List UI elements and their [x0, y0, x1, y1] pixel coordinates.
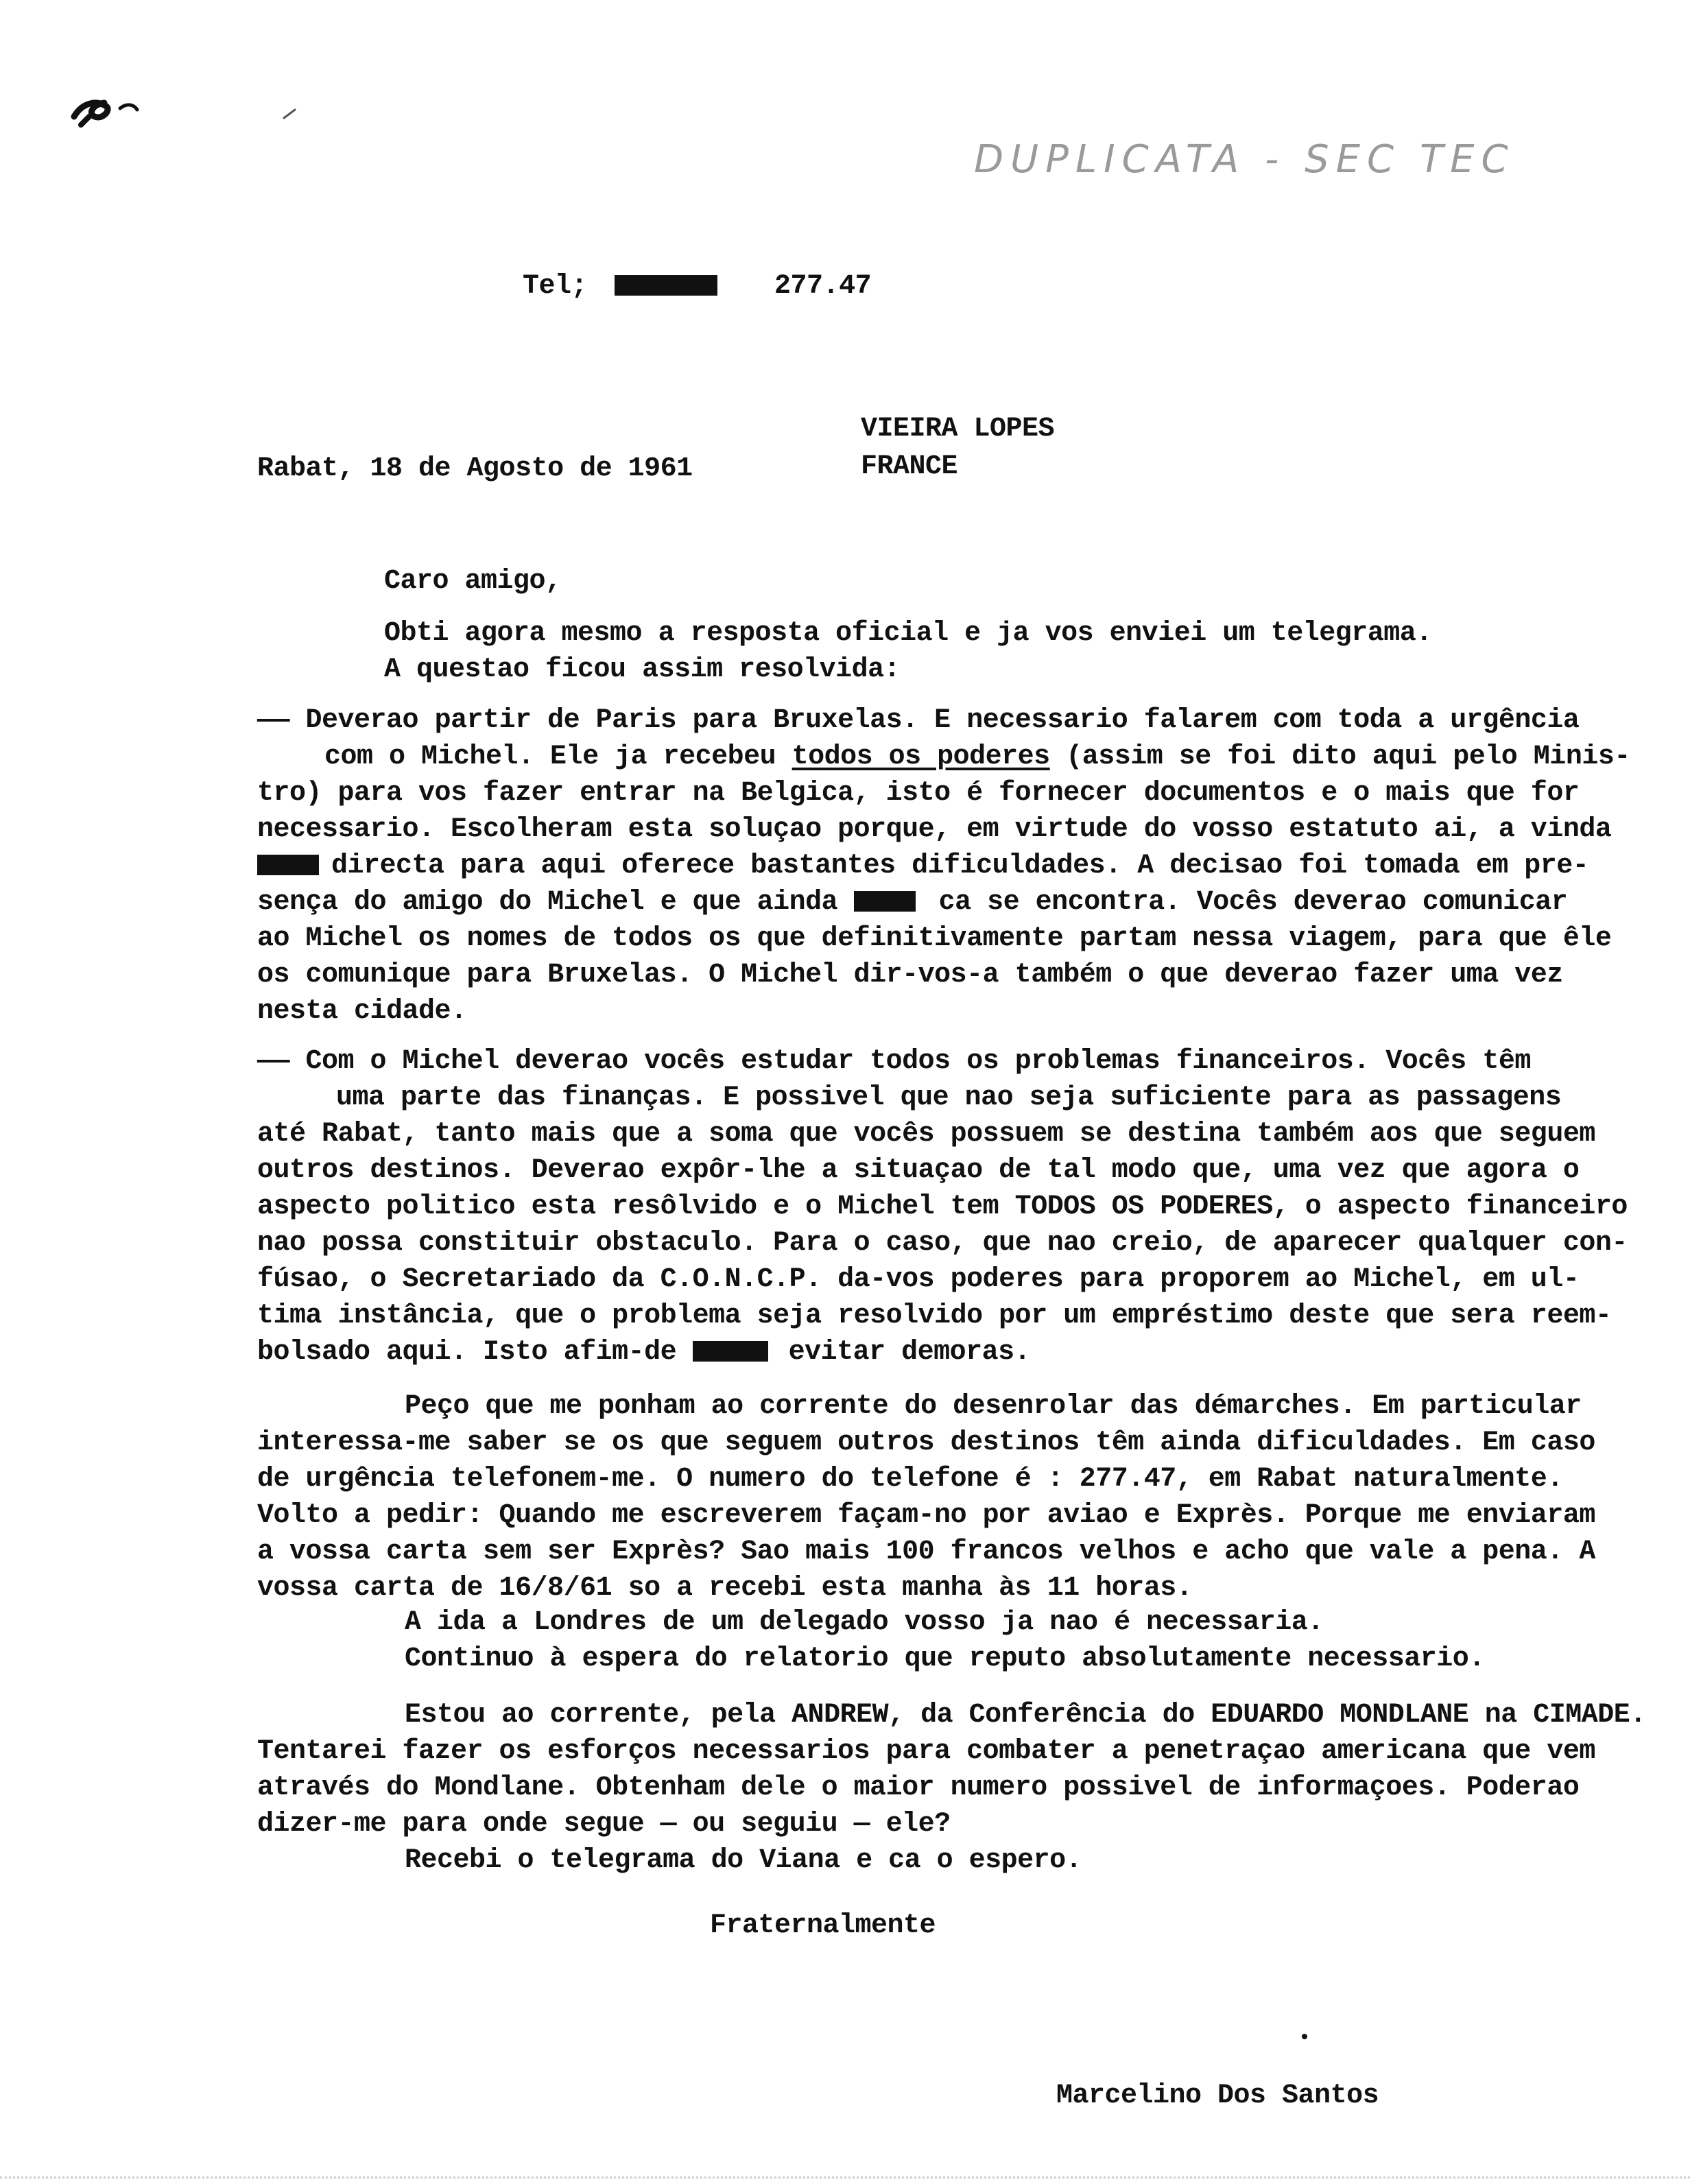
text-line: Tentarei fazer os esforços necessarios para combater a penetraçao americana que vem: [257, 1736, 1595, 1767]
place-date: Rabat, 18 de Agosto de 1961: [257, 453, 693, 484]
telephone-line: [523, 269, 871, 305]
text-line: nao possa constituir obstaculo. Para o caso, que nao creio, de aparecer qualquer con-: [257, 1228, 1628, 1259]
text-line: (assim se foi dito aqui pelo Minis-: [1049, 741, 1630, 772]
intro-paragraph: [384, 616, 1432, 689]
stray-mark-icon: [280, 103, 300, 123]
text-line: Deverao partir de Paris para Bruxelas. E necessario falarem com toda a urgência: [305, 705, 1580, 736]
paragraph-five: [257, 1698, 1646, 1879]
text-line: através do Mondlane. Obtenham dele o maior numero possivel de informaçoes. Poderao: [257, 1772, 1580, 1803]
text-line: de urgência telefonem-me. O numero do telefone é : 277.47, em Rabat naturalmente.: [257, 1464, 1563, 1495]
recipient-name: VIEIRA LOPES: [861, 414, 1055, 444]
text-line: directa para aqui oferece bastantes dificuldades. A decisao foi tomada em pre-: [331, 851, 1589, 881]
text-line: Continuo à espera do relatorio que reputo absolutamente necessario.: [405, 1643, 1485, 1674]
text-line: Peço que me ponham ao corrente do desenrolar das démarches. Em particular: [405, 1391, 1582, 1422]
dash-marker: ——: [257, 1046, 290, 1077]
salutation: Caro amigo,: [384, 566, 562, 597]
point-one-paragraph: [257, 703, 1630, 1030]
text-line: aspecto politico esta resôlvido e o Michel tem TODOS OS PODERES, o aspecto financeiro: [257, 1191, 1628, 1222]
recipient-country: FRANCE: [861, 451, 958, 482]
text-line: tro) para vos fazer entrar na Belgica, isto é fornecer documentos e o mais que for: [257, 778, 1580, 809]
redaction-block: [693, 1341, 768, 1362]
underlined-phrase: todos os poderes: [792, 741, 1050, 772]
text-line: até Rabat, tanto mais que a soma que vocês possuem se destina também aos que seguem: [257, 1119, 1595, 1150]
text-line: com o Michel. Ele ja recebeu: [324, 741, 792, 772]
redaction-block: [615, 275, 717, 296]
tel-number: 277.47: [774, 271, 872, 302]
text-line: uma parte das finanças. E possivel que nao seja suficiente para as passagens: [336, 1082, 1562, 1113]
text-line: A questao ficou assim resolvida:: [384, 654, 901, 685]
dot-mark: [1302, 2034, 1307, 2039]
text-line: interessa-me saber se os que seguem outros destinos têm ainda dificuldades. Em caso: [257, 1427, 1595, 1458]
signature-name: Marcelino Dos Santos: [1056, 2080, 1379, 2111]
text-line: Recebi o telegrama do Viana e ca o espero.: [405, 1845, 1082, 1876]
tel-label: Tel;: [523, 271, 588, 302]
text-line: sença do amigo do Michel e que ainda: [257, 887, 854, 918]
text-line: ca se encontra. Vocês deverao comunicar: [938, 887, 1568, 918]
point-two-paragraph: [257, 1044, 1628, 1371]
pen-mark-icon: [69, 89, 158, 137]
text-line: outros destinos. Deverao expôr-lhe a situaçao de tal modo que, uma vez que agora o: [257, 1155, 1580, 1186]
paragraph-three: [257, 1389, 1595, 1607]
text-line: os comunique para Bruxelas. O Michel dir-vos-a também o que deverao fazer uma vez: [257, 960, 1563, 990]
text-line: Volto a pedir: Quando me escreverem façam-no por aviao e Exprès. Porque me enviaram: [257, 1500, 1595, 1531]
text-line: necessario. Escolheram esta soluçao porque, em virtude do vosso estatuto ai, a vinda: [257, 814, 1612, 845]
page-edge-divider: [0, 2174, 1690, 2179]
text-line: Obti agora mesmo a resposta oficial e ja vos enviei um telegrama.: [384, 618, 1432, 649]
text-line: A ida a Londres de um delegado vosso ja nao é necessaria.: [405, 1607, 1324, 1638]
closing: Fraternalmente: [710, 1910, 936, 1941]
text-line: fúsao, o Secretariado da C.O.N.C.P. da-vos poderes para proporem ao Michel, em ul-: [257, 1264, 1580, 1295]
text-line: tima instância, que o problema seja resolvido por um empréstimo deste que sera reem-: [257, 1301, 1612, 1331]
handwritten-annotation: DUPLICATA - SEC TEC: [974, 137, 1515, 182]
text-line: evitar demoras.: [788, 1337, 1031, 1368]
text-line: bolsado aqui. Isto afim-de: [257, 1337, 693, 1368]
dash-marker: ——: [257, 705, 290, 736]
text-line: dizer-me para onde segue — ou seguiu — ele?: [257, 1809, 951, 1840]
text-line: ao Michel os nomes de todos os que definitivamente partam nessa viagem, para que êle: [257, 923, 1612, 954]
text-line: nesta cidade.: [257, 996, 467, 1027]
text-line: vossa carta de 16/8/61 so a recebi esta manha às 11 horas.: [257, 1573, 1193, 1604]
text-line: Estou ao corrente, pela ANDREW, da Conferência do EDUARDO MONDLANE na CIMADE.: [405, 1700, 1646, 1731]
redaction-block: [854, 891, 916, 912]
redaction-block: [257, 855, 319, 875]
text-line: Com o Michel deverao vocês estudar todos os problemas financeiros. Vocês têm: [305, 1046, 1531, 1077]
text-line: a vossa carta sem ser Exprès? Sao mais 100 francos velhos e acho que vale a pena. A: [257, 1536, 1595, 1567]
paragraph-four: [405, 1605, 1485, 1678]
